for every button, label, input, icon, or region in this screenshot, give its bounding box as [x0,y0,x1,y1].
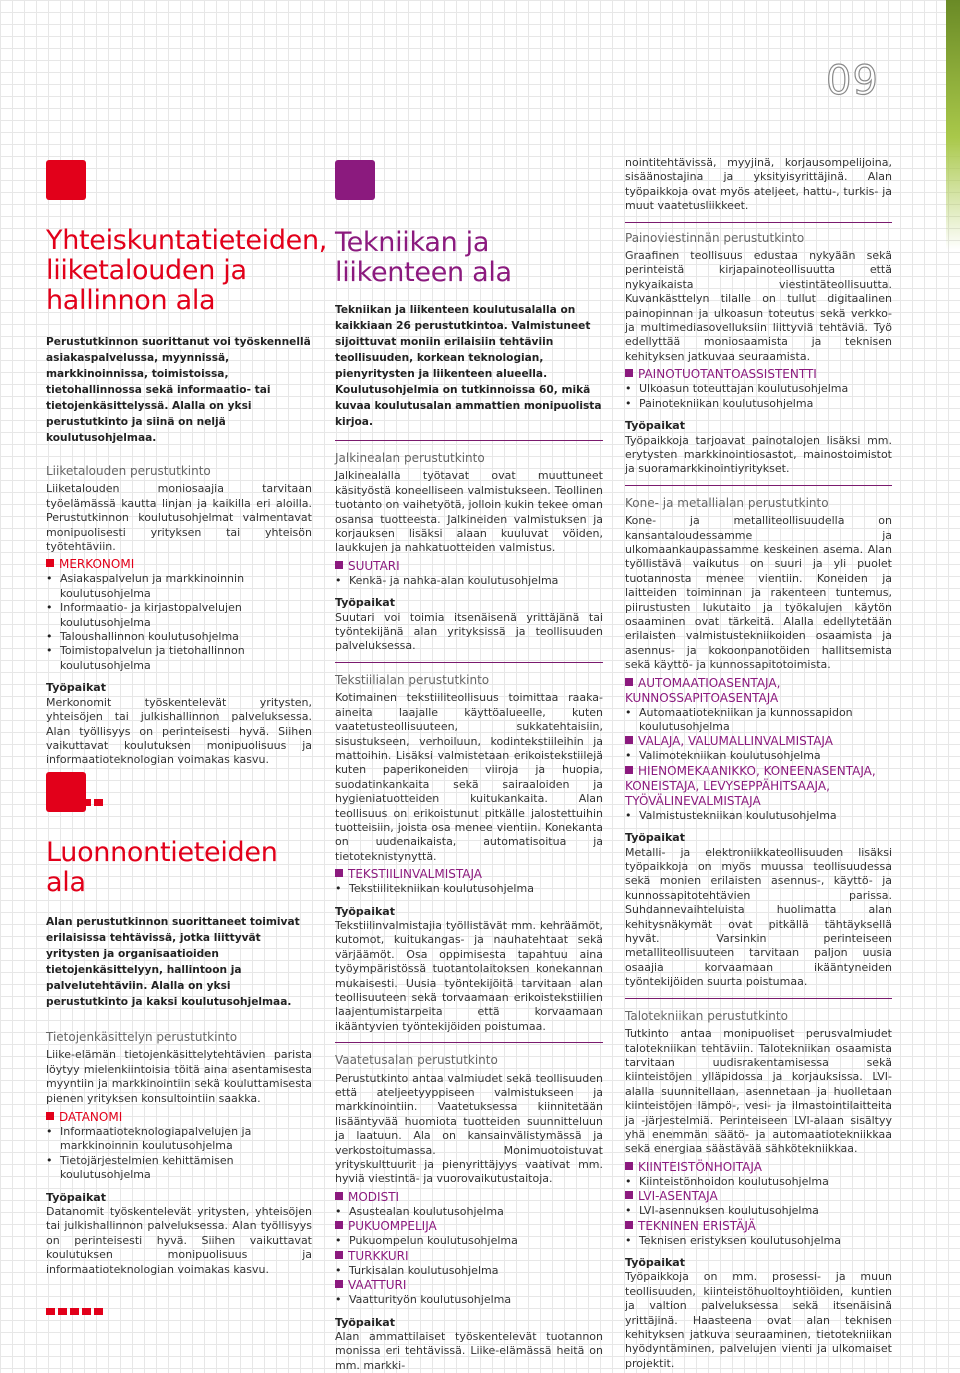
list-item: • Vaatturityön koulutusohjelma [349,1293,603,1307]
profession-heading: MERKONOMI [46,557,312,572]
square-marker-icon [46,1112,54,1120]
square-marker-icon [46,559,54,567]
section-lead: Tekniikan ja liikenteen koulutusalalla on kaikkiaan 26 perustutkintoa. Valmistuneet sijoittuvat moniin erilaisiin tehtäviin teollisuuden, korkean teknologian, pienyritysten ja liikenteen alueella. Koulutusohjelmia on tutkinnoissa 60, mikä kuvaa koulutusalan ammattien monipuolista kirjoa. [335,304,602,428]
section-title: Yhteiskuntatieteiden, liiketalouden ja hallinnon ala [46,225,328,316]
profession-heading: PUKUOMPELIJA [335,1219,603,1234]
profession-heading: AUTOMAATIOASENTAJA, KUNNOSSAPITOASENTAJA [625,675,781,705]
list-item: • Valimotekniikan koulutusohjelma [639,749,892,763]
list-item: • Asustealan koulutusohjelma [349,1205,603,1219]
section-lead: Alan perustutkinnon suorittaneet toimivat erilaisissa tehtävissä, jotka liittyvät yritysten ja organisaatioiden tietojenkäsittelyyn, hallintoon ja palvelutehtäviin. Alalla on yksi perustutkinto ja kaksi koulutusohjelmaa. [46,916,300,1008]
square-marker-icon [625,736,633,744]
program-list [625,1204,892,1218]
profession-heading: PAINOTUOTANTOASSISTENTTI [625,367,892,382]
profession-heading: DATANOMI [46,1110,312,1125]
square-marker-icon [335,1280,343,1288]
square-marker-icon [335,869,343,877]
program-list [335,574,603,588]
program-list [625,706,892,735]
subsection-text: Perustutkinto antaa valmiudet sekä teollisuuden että ateljeetyyppiseen valmistukseen ja markkinointiin. Vaatetuksessa kiinnitetään lisääntyvää huomiota tuotteiden suunnitteluun ja laatuun. Ala on kansainvälistymässä ja verkostoitumassa. Monimuotoistuvat yrityskulttuurit ja pienyrittäjyys vaativat mm. hyviä viestintä- ja vuorovaikutustaitoja. [335,1071,603,1186]
profession-heading: MODISTI [335,1190,603,1205]
program-list [625,382,892,411]
section-square-purple [335,160,375,200]
profession-heading: VAATTURI [335,1278,603,1293]
list-item: • Ulkoasun toteuttajan koulutusohjelma [639,382,892,396]
program-list [335,1264,603,1278]
subsection-text: Kotimainen tekstiiliteollisuus toimittaa raaka-aineita laajalle käyttöalueelle, kuten vaatetusteollisuuteen, sukkatehtaisiin, sisustukseen, verhoiluun, kodintekstiileihin ja mattoihin. Lisäksi valmistetaan erikoistekstiilejä kuten paperikoneiden viiroja ja huopia, suodatinkankaita sekä sairaaloiden ja hygieniatuotteiden kuitukankaita. Alan teollisuus on erikoistunut pitkälle jalostettuihin tuotteisiin, joista osa menee vientiin. Konekanta on uudenaikaista, automatisoitua ja tietoteknistynyttä. [335,691,603,863]
list-item: • Valmistustekniikan koulutusohjelma [639,809,892,823]
list-item: • Asiakaspalvelun ja markkinoinnin koulutusohjelma [60,572,312,601]
dot-divider [46,1305,312,1319]
program-list [335,1205,603,1219]
jobs-text: Tekstiilinvalmistajia työllistävät mm. kehräämöt, kutomot, kuitukangas- ja nauhatehtaat sekä värjäämöt. Osa oppimisesta tapahtuu aina työympäristössä tuotantolaitoksen konekannan mukaisesti. Uusia työntekijöitä tarvitaan alan teollisuuteen sekä torvaamaan erikoistekstiilien laajentumistarpeita että korvaamaan ikääntyvien työntekijöiden poistumaa. [335,918,603,1033]
subsection-text: Liike-elämän tietojenkäsittelytehtävien parista löytyy mielenkiintoisia töitä aina asentamisesta myyntiin ja markkinointiin sekä kouluttamisesta pienen yrityksen konsultointiin saakka. [46,1048,312,1105]
list-item: • Painotekniikan koulutusohjelma [639,397,892,411]
profession-heading: LVI-ASENTAJA [625,1189,892,1204]
square-marker-icon [625,766,633,774]
jobs-label: Työpaikat [335,1315,395,1329]
column-1 [46,225,328,810]
list-item: • Toimistopalvelun ja tietohallinnon koulutusohjelma [60,644,312,673]
square-marker-icon [335,1251,343,1259]
jobs-label: Työpaikat [625,419,685,433]
program-list [625,1175,892,1189]
list-item: • Kenkä- ja nahka-alan koulutusohjelma [349,574,603,588]
program-list [335,1234,603,1248]
square-marker-icon [625,369,633,377]
list-item: • Taloushallinnon koulutusohjelma [60,630,312,644]
program-list [625,1234,892,1248]
jobs-text: Työpaikkoja on mm. prosessi- ja muun teollisuuden, kiinteistöhuoltoyhtiöiden, kuntien ja valtion palveluksessa sekä itsenäisinä yrittäjinä. Haasteena ovat alan teknisen kehityksen jatkuva seuraaminen, tietotekniikan hyödyntäminen, palvelujen vienti ja ulkomaiset projektit. [625,1270,892,1370]
program-list [625,749,892,763]
jobs-label: Työpaikat [335,596,395,610]
profession-heading: TEKSTIILINVALMISTAJA [335,867,603,882]
jobs-label: Työpaikat [46,1190,106,1204]
column-2 [335,228,603,1373]
square-marker-icon [335,1192,343,1200]
continued-text: nointitehtävissä, myyjinä, korjausompelijoina, sisäänostajina ja yksityisyrittäjinä. Alan työpaikkoja ovat myös ateljeet, hattu-, turkis- ja muut vaatetusliikkeet. [625,156,892,213]
column-1-lower [46,838,312,1320]
jobs-text: Suutari voi toimia itsenäisenä yrittäjänä tai työntekijänä alan yrityksissä ja teollisuuden palveluksessa. [335,610,603,653]
list-item: • Tietojärjestelmien kehittämisen koulutusohjelma [60,1154,312,1183]
profession-heading: TEKNINEN ERISTÄJÄ [625,1219,892,1234]
section-title: Tekniikan ja liikenteen ala [335,227,512,288]
profession-heading: VALAJA, VALUMALLINVALMISTAJA [625,734,892,749]
jobs-text: Datanomit työskentelevät yritysten, yhteisöjen tai julkishallinnon palveluksessa. Alan työllisyys on perinteisesti hyvä. Siihen vaikuttavat koulutuksen monipuolisuus ja informaatioteknologian voimakas kasvu. [46,1205,312,1276]
subsection-heading: Vaatetusalan perustutkinto [335,1053,498,1068]
program-list [46,1125,312,1183]
program-list [625,809,892,823]
list-item: • Tekstiilitekniikan koulutusohjelma [349,882,603,896]
list-item: • Turkisalan koulutusohjelma [349,1264,603,1278]
subsection-text: Tutkinto antaa monipuoliset perusvalmiudet talotekniikan tehtäviin. Talotekniikan osaamista tarvitaan uudisrakentamisessa sekä kiinteistöjen ylläpidossa ja korjauksissa. LVI-alalla suunnitellaan, asennetaan ja huolletaan kiinteistöjen lämpö-, vesi- ja ilmastointilaitteita ja -järjestelmiä. Perinteiseen LVI-alaan sisältyy yhä enemmän säätö- ja automaatiotekniikkaa sekä energiaa säästävää sähkötekniikkaa. [625,1027,892,1156]
list-item: • Informaatio- ja kirjastopalvelujen koulutusohjelma [60,601,312,630]
square-marker-icon [625,678,633,686]
jobs-label: Työpaikat [625,1255,685,1269]
square-marker-icon [625,1162,633,1170]
program-list [335,882,603,896]
program-list [335,1293,603,1307]
square-marker-icon [335,1221,343,1229]
list-item: • Informaatioteknologiapalvelujen ja markkinoinnin koulutusohjelma [60,1125,312,1154]
subsection-heading: Talotekniikan perustutkinto [625,1008,788,1023]
section-title: Luonnontieteiden ala [46,837,278,898]
jobs-text: Merkonomit työskentelevät yritysten, yhteisöjen tai julkishallinnon palveluksessa. Alan työllisyys on perinteisesti hyvä. Siihen vaikuttavat koulutuksen monipuolisuus ja informaatioteknologian voimakas kasvu. [46,695,312,767]
subsection-text: Liiketalouden moniosaajia tarvitaan työelämässä kautta linjan ja kaikilla eri aloilla. Perustutkinnon koulutusohjelmat valmentavat monipuolisesti yrityksen tai yhteisön työtehtäviin. [46,482,312,554]
subsection-text: Kone- ja metalliteollisuudella on kansantaloudessamme ja ulkomaankaupassamme keskeinen asema. Alan työllistävä vaikutus on suuri ja yli puolet tuotannosta menee vientiin. Koneiden ja laitteiden toiminnan ja rakenteen tuntemus, piirustusten lukutaito ja työkalujen käytön osaaminen ovat tärkeitä. Alalla edellytetään erilaisten valmistustekniikoiden osaamista ja asennus- ja kokoonpanotöiden hallitsemista sekä käyttö- ja kunnossapitotoimista. [625,514,892,672]
subsection-heading: Tietojenkäsittelyn perustutkinto [46,1030,238,1044]
profession-heading: TURKKURI [335,1249,603,1264]
program-list [46,572,312,673]
jobs-text: Alan ammattilaiset työskentelevät tuotannon monissa eri tehtävissä. Liike-elämässä heitä on mm. markki- [335,1329,603,1372]
section-lead: Perustutkinnon suorittanut voi työskennellä asiakaspalvelussa, myynnissä, markkinoinnissa, toimistoissa, tietohallinnossa sekä informaatio- tai tietojenkäsittelyssä. Alalla on yksi perustutkinto ja siinä on neljä koulutusohjelmaa. [46,336,311,444]
subsection-heading: Painoviestinnän perustutkinto [625,230,805,245]
subsection-heading: Liiketalouden perustutkinto [46,464,211,478]
list-item: • LVI-asennuksen koulutusohjelma [639,1204,892,1218]
list-item: • Pukuompelun koulutusohjelma [349,1234,603,1248]
jobs-label: Työpaikat [625,831,685,845]
list-item: • Teknisen eristyksen koulutusohjelma [639,1234,892,1248]
subsection-heading: Tekstiilialan perustutkinto [335,672,490,687]
section-square-red [46,160,86,200]
subsection-text: Jalkinealalla työtavat ovat muuttuneet käsityöstä koneelliseen valmistukseen. Teollinen tuotanto on vaihetyötä, jolloin kukin tekee oman osansa tuotteesta. Jalkineiden valmistuksen ja korjauksen lisäksi alaan kuuluvat vöiden, laukkujen ja nahkatuotteiden valmistus. [335,469,603,555]
list-item: • Kiinteistönhoidon koulutusohjelma [639,1175,892,1189]
subsection-heading: Kone- ja metallialan perustutkinto [625,495,829,510]
subsection-heading: Jalkinealan perustutkinto [335,451,485,465]
profession-heading: SUUTARI [335,559,603,574]
square-marker-icon [625,1221,633,1229]
jobs-label: Työpaikat [335,904,395,918]
page-number: 09 [826,58,879,104]
subsection-text: Graafinen teollisuus edustaa nykyään sekä perinteistä kirjapainoteollisuutta että nykyaikaista viestintäteollisuutta. Kuvankästtelyn tilalle on tullut digitaalinen painopinnan ja ulkoasun toteutus sekä verkko- ja multimediasovelluksiin liittyviä tehtäviä. Työ edellyttää moniosaamista ja teknisen kehityksen jatkuvaa seuraamista. [625,249,892,363]
jobs-label: Työpaikat [46,681,106,695]
square-marker-icon [625,1191,633,1199]
jobs-text: Työpaikkoja tarjoavat painotalojen lisäksi mm. erytysten markkinointiosastot, mainostoimistot ja suoramarkkinointiyritykset. [625,433,892,476]
side-accent-bar [946,0,960,250]
profession-heading: KIINTEISTÖNHOITAJA [625,1160,892,1175]
square-marker-icon [335,561,343,569]
jobs-text: Metalli- ja elektroniikkateollisuuden lisäksi työpaikkoja on myös muussa teollisuudessa sekä monien erilaisten asennus-, käyttö- ja kunnossapitotehtävien parissa. Suhdannevaihteluista huolimatta alan kehitysnäkymät ovat pitkällä tähtäyksellä hyvät. Varsinkin perinteiseen metalliteollisuuteen tarvitaan paljon uusia osaajia korvaamaan ikääntyneiden työntekijöiden suurta poistumaa. [625,845,892,989]
profession-heading: HIENOMEKAANIKKO, KONEENASENTAJA, KONEISTAJA, LEVYSEPPÄHITSAAJA, TYÖVÄLINEVALMISTAJA [625,763,876,808]
column-3 [625,156,892,1371]
list-item: • Automaatiotekniikan ja kunnossapidon koulutusohjelma [639,706,892,735]
section-square-red [46,772,86,812]
